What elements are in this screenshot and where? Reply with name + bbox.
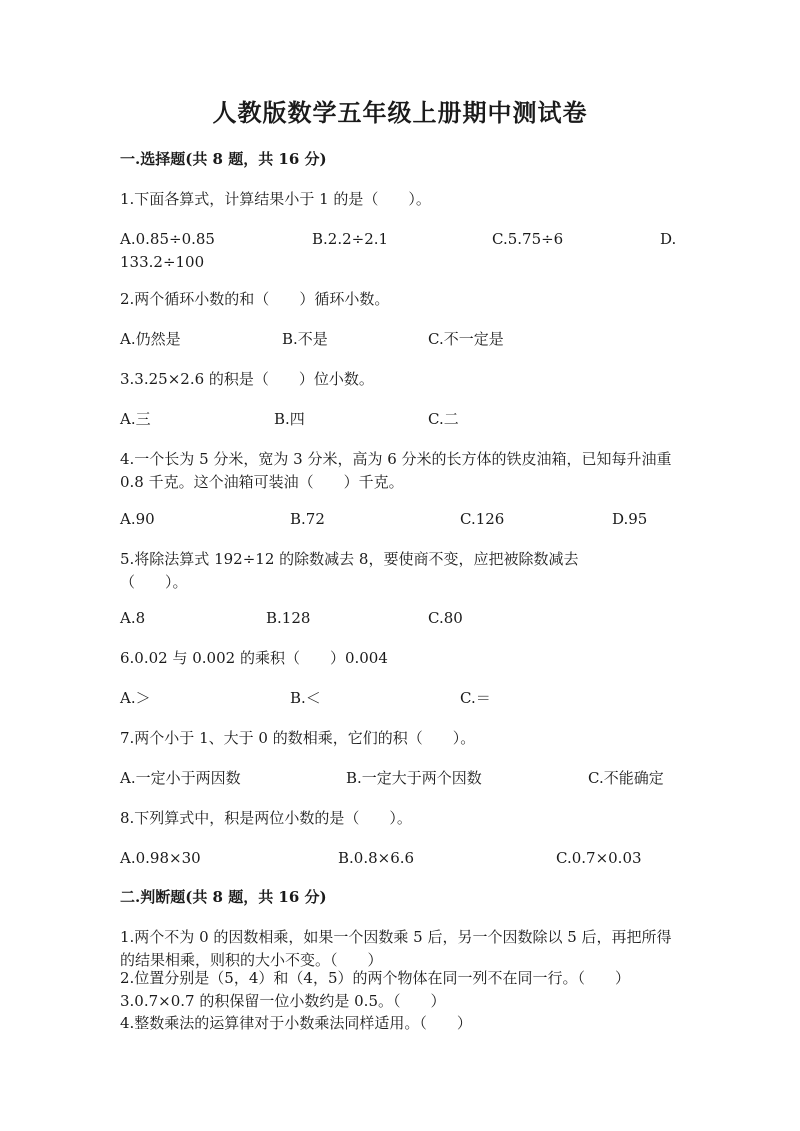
question-3-option-c: C.二 (428, 410, 459, 428)
section-heading-judgement: 二.判断题(共 8 题，共 16 分) (120, 888, 327, 906)
judgement-item-3: 3.0.7×0.7 的积保留一位小数约是 0.5。（ ） (120, 992, 446, 1010)
question-5-stem: 5.将除法算式 192÷12 的除数减去 8，要使商不变，应把被除数减去（ ）。 (120, 550, 579, 591)
question-8-option-b: B.0.8×6.6 (338, 849, 415, 867)
page-title: 人教版数学五年级上册期中测试卷 (212, 98, 588, 127)
question-1-option-c: C.5.75÷6 (492, 230, 564, 248)
question-2-stem: 2.两个循环小数的和（ ）循环小数。 (120, 290, 390, 308)
question-1-option-d-value: 133.2÷100 (120, 253, 205, 271)
question-8-option-a: A.0.98×30 (120, 849, 201, 867)
question-6-option-a: A.＞ (120, 689, 151, 707)
question-3-option-a: A.三 (120, 410, 151, 428)
question-3-stem: 3.3.25×2.6 的积是（ ）位小数。 (120, 370, 374, 388)
question-6-stem: 6.0.02 与 0.002 的乘积（ ）0.004 (120, 649, 388, 667)
question-2-option-b: B.不是 (282, 330, 328, 348)
question-3-option-b: B.四 (274, 410, 305, 428)
question-1-option-d: D. (660, 230, 677, 248)
question-7-option-a: A.一定小于两因数 (120, 769, 241, 787)
question-2-option-c: C.不一定是 (428, 330, 504, 348)
question-4-option-c: C.126 (460, 510, 505, 528)
question-7-option-c: C.不能确定 (588, 769, 664, 787)
question-7-stem: 7.两个小于 1、大于 0 的数相乘，它们的积（ ）。 (120, 729, 476, 747)
question-6-option-b: B.＜ (290, 689, 321, 707)
question-6-option-c: C.＝ (460, 689, 491, 707)
question-1-option-b: B.2.2÷2.1 (312, 230, 389, 248)
judgement-item-2: 2.位置分别是（5，4）和（4，5）的两个物体在同一列不在同一行。（ ） (120, 969, 630, 987)
question-1-option-a: A.0.85÷0.85 (120, 230, 215, 248)
question-5-option-a: A.8 (120, 609, 146, 627)
judgement-item-4: 4.整数乘法的运算律对于小数乘法同样适用。（ ） (120, 1014, 472, 1032)
section-heading-choice: 一.选择题(共 8 题，共 16 分) (120, 150, 327, 168)
question-5-option-c: C.80 (428, 609, 463, 627)
judgement-item-1: 1.两个不为 0 的因数相乘，如果一个因数乘 5 后，另一个因数除以 5 后，再把所得的结果相乘，则积的大小不变。（ ） (120, 928, 672, 969)
question-4-stem: 4.一个长为 5 分米，宽为 3 分米，高为 6 分米的长方体的铁皮油箱，已知每升油重 0.8 千克。这个油箱可装油（ ）千克。 (120, 450, 672, 491)
question-7-option-b: B.一定大于两个因数 (346, 769, 482, 787)
question-1-stem: 1.下面各算式，计算结果小于 1 的是（ ）。 (120, 190, 431, 208)
question-2-option-a: A.仍然是 (120, 330, 181, 348)
question-8-option-c: C.0.7×0.03 (556, 849, 642, 867)
question-4-option-d: D.95 (612, 510, 648, 528)
question-4-option-b: B.72 (290, 510, 325, 528)
question-8-stem: 8.下列算式中，积是两位小数的是（ ）。 (120, 809, 412, 827)
question-4-option-a: A.90 (120, 510, 155, 528)
question-5-option-b: B.128 (266, 609, 311, 627)
